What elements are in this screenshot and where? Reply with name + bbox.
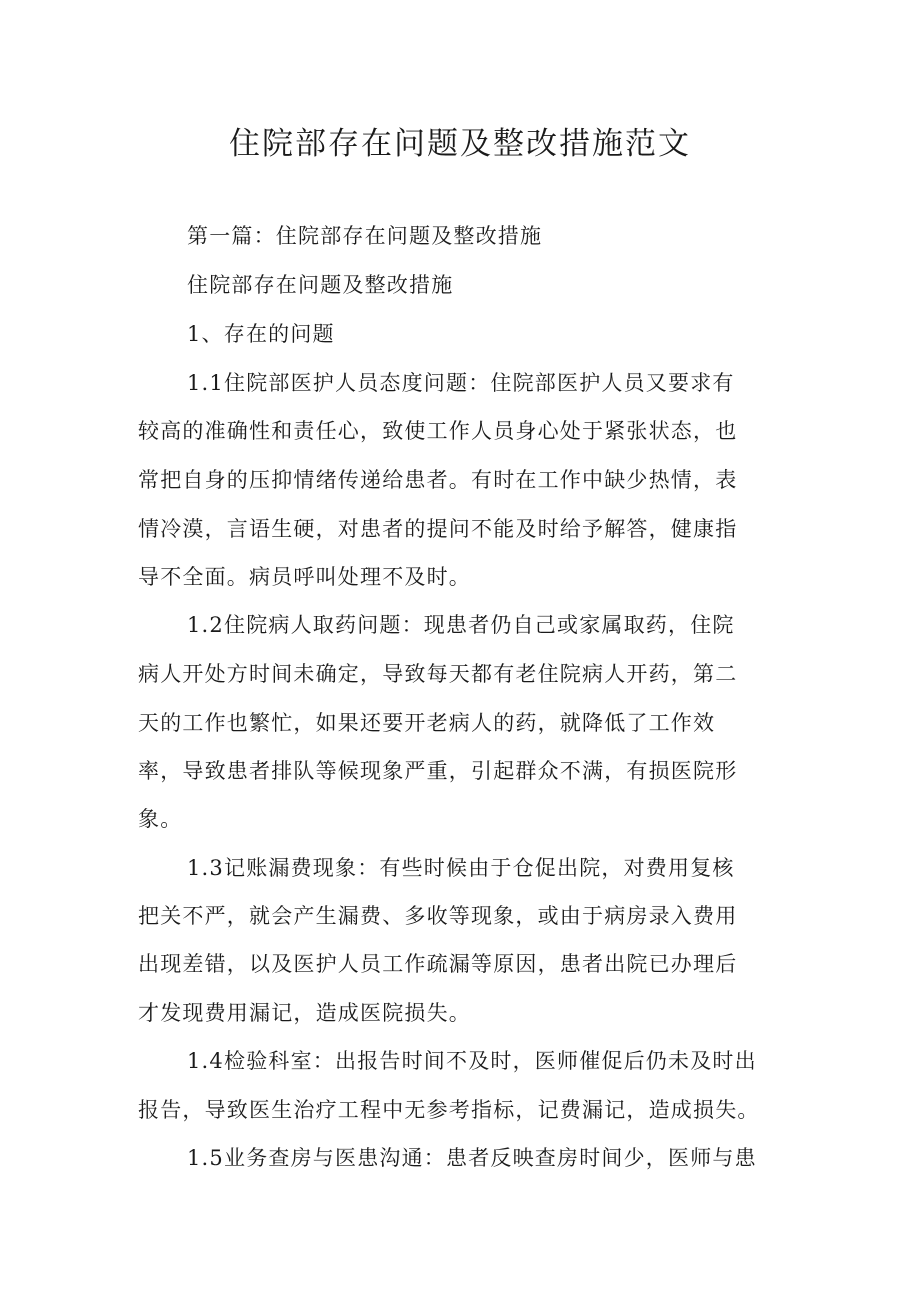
subtitle: 住院部存在问题及整改措施 [187, 273, 454, 297]
paragraph-line: 天的工作也繁忙，如果还要开老病人的药，就降低了工作效 [138, 711, 716, 735]
paragraph-line: 率，导致患者排队等候现象严重，引起群众不满，有损医院形 [138, 759, 738, 783]
paragraph-line: 常把自身的压抑情绪传递给患者。有时在工作中缺少热情，表 [138, 468, 738, 492]
paragraph-line: 1.1住院部医护人员态度问题：住院部医护人员又要求有 [187, 371, 735, 395]
paragraph-line: 把关不严，就会产生漏费、多收等现象，或由于病房录入费用 [138, 904, 738, 928]
paragraph-line: 出现差错，以及医护人员工作疏漏等原因，患者出院已办理后 [138, 952, 738, 976]
paragraph-line: 1.3记账漏费现象：有些时候由于仓促出院，对费用复核 [187, 856, 735, 880]
paragraph-line: 导不全面。病员呼叫处理不及时。 [138, 565, 471, 589]
paragraph-line: 报告，导致医生治疗工程中无参考指标，记费漏记，造成损失。 [138, 1098, 760, 1122]
paragraph-line: 1.5业务查房与医患沟通：患者反映查房时间少，医师与患 [187, 1146, 757, 1170]
paragraph-line: 1.4检验科室：出报告时间不及时，医师催促后仍未及时出 [187, 1049, 757, 1073]
paragraph-line: 1.2住院病人取药问题：现患者仍自己或家属取药，住院 [187, 613, 735, 637]
paragraph-line: 情冷漠，言语生硬，对患者的提问不能及时给予解答，健康指 [138, 517, 738, 541]
paragraph-line: 较高的准确性和责任心，致使工作人员身心处于紧张状态，也 [138, 419, 738, 443]
paragraph-line: 象。 [138, 807, 183, 831]
paragraph-line: 才发现费用漏记，造成医院损失。 [138, 1001, 471, 1025]
document-title: 住院部存在问题及整改措施范文 [229, 126, 691, 162]
heading-issues: 1、存在的问题 [187, 322, 335, 346]
paragraph-line: 病人开处方时间未确定，导致每天都有老住院病人开药，第二 [138, 662, 738, 686]
section-heading: 第一篇：住院部存在问题及整改措施 [187, 224, 543, 248]
